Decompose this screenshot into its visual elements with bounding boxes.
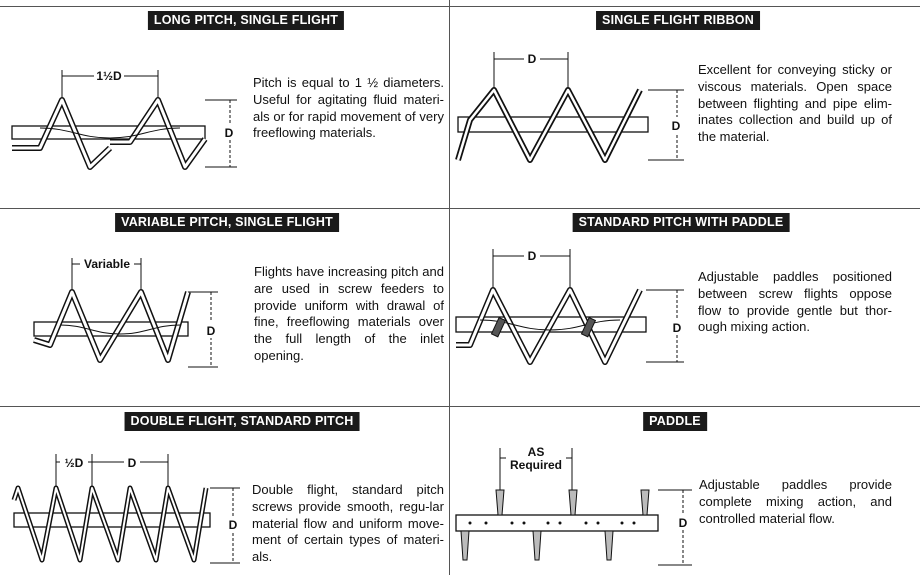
diameter-label: D bbox=[224, 126, 234, 140]
spacing-label-line2: Required bbox=[509, 458, 563, 472]
diameter-label: D bbox=[671, 119, 681, 133]
pitch-label: D bbox=[527, 249, 537, 263]
pitch-label: D bbox=[127, 456, 137, 470]
panel-title-paddle: PADDLE bbox=[643, 412, 707, 431]
half-pitch-label: ½D bbox=[64, 456, 84, 470]
panel-description-long-pitch: Pitch is equal to 1 ½ diameters. Useful for agitating fluid materi-als or for rapid movement of very freeflowing materials. bbox=[253, 75, 444, 141]
panel-description-single-flight-ribbon: Excellent for conveying sticky or viscous materials. Open space between flighting and pipe elim-inates collection and build up of the material. bbox=[698, 62, 892, 145]
diameter-label: D bbox=[228, 518, 238, 532]
panel-description-standard-pitch-paddle: Adjustable paddles positioned between screw flights oppose flow to provide gentle but thor-ough mixing action. bbox=[698, 269, 892, 335]
panel-title-single-flight-ribbon: SINGLE FLIGHT RIBBON bbox=[596, 11, 760, 30]
pitch-label: Variable bbox=[83, 257, 131, 271]
pitch-label: D bbox=[527, 52, 537, 66]
diameter-label: D bbox=[672, 321, 682, 335]
panel-description-double-flight: Double flight, standard pitch screws provide smooth, regu-lar material flow and uniform move-ment of certain types of materi-als. bbox=[252, 482, 444, 565]
diameter-label: D bbox=[206, 324, 216, 338]
panel-title-standard-pitch-paddle: STANDARD PITCH WITH PADDLE bbox=[573, 213, 790, 232]
panel-title-variable-pitch: VARIABLE PITCH, SINGLE FLIGHT bbox=[115, 213, 339, 232]
diameter-label: D bbox=[678, 516, 688, 530]
pitch-label: 1½D bbox=[96, 69, 122, 83]
panel-title-long-pitch: LONG PITCH, SINGLE FLIGHT bbox=[148, 11, 344, 30]
panel-description-paddle: Adjustable paddles provide complete mixing action, and controlled material flow. bbox=[699, 477, 892, 526]
panel-title-double-flight: DOUBLE FLIGHT, STANDARD PITCH bbox=[125, 412, 360, 431]
spacing-label-line1: AS bbox=[527, 445, 545, 459]
panel-description-variable-pitch: Flights have increasing pitch and are used in screw feeders to provide uniform with drawal of fine, freeflowing materials over the full length of the inlet opening. bbox=[254, 264, 444, 363]
